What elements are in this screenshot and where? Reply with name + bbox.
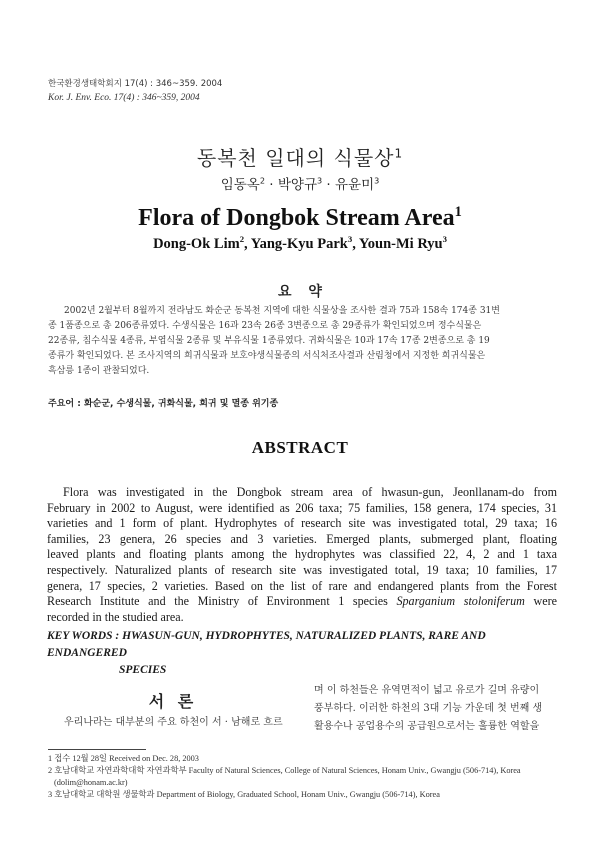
summary-line: 종류가 확인되었다. 본 조사지역의 희귀식물과 보호야생식물종의 서식처조사결과 산림청에서 지정한 희귀식물은 [48,351,486,361]
korean-author-name: 박양규 [277,177,317,193]
affiliation-marker: 2 [259,175,265,186]
summary-line: 2002년 2월부터 8월까지 전라남도 화순군 동복천 지역에 대한 식물상을 조사한 결과 75과 158속 174종 31변 [64,306,500,316]
abstract-line [47,501,557,517]
korean-author-name: 임동옥 [220,177,260,193]
title-en-footnote-marker: 1 [454,204,462,220]
footnote-divider [48,749,146,750]
footnote-item: 3 호남대학교 대학원 생물학과 Department of Biology, Graduated School, Honam Univ., Gwangju (506-714), Korea [48,790,440,799]
abstract-text: leaved plants and floating plants among the hydrophytes was classified 22, 4, 2 and 1 taxa [47,547,557,562]
summary-line: 종 1품종으로 총 206종류였다. 수생식물은 16과 23속 26종 3변종으로 총 29종류가 확인되었으며 정수식물은 [48,321,482,331]
keywords-korean: 주요어 : 화순군, 수생식물, 귀화식물, 희귀 및 멸종 위기종 [48,399,279,409]
keywords-english-line: SPECIES [119,664,167,676]
abstract-text: February in 2002 to August, were identified as 206 taxa; 75 families, 158 genera, 174 species, 31 [47,500,557,515]
summary-heading: 요 약 [278,284,328,300]
summary-line: 흑삼릉 1종이 관찰되었다. [48,366,150,376]
author-list-korean [0,173,600,193]
keywords-english-line: KEY WORDS : HWASUN-GUN, HYDROPHYTES, NATURALIZED PLANTS, RARE AND ENDANGERED [47,630,486,659]
page-title-english [0,205,600,232]
affiliation-marker: 3 [442,234,447,245]
abstract-text: genera, 17 species, 2 varieties. Based on the list of rare and endangered plants from the Forest [47,578,557,593]
english-author-name: Dong-Ok Lim [153,236,240,252]
footnote-item: 1 접수 12월 28일 Received on Dec. 28, 2003 [48,754,199,763]
abstract-text: Research Institute and the Ministry of Environment 1 species [47,594,397,609]
abstract-text: varieties and 1 form of plant. Hydrophytes of research site was investigated total, 29 taxa; 16 [47,516,557,531]
title-ko-text: 동복천 일대의 식물상 [196,146,395,170]
introduction-line: 풍부하다. 이러한 하천의 3대 기능 가운데 첫 번째 생 [314,703,543,714]
author-list-english [0,236,600,253]
journal-citation-korean: 한국환경생태학회지 17(4) : 346~359. 2004 [48,79,223,89]
summary-line: 22종류, 침수식물 4종류, 부엽식물 2종류 및 부유식물 1종류였다. 귀화식물은 10과 17속 17종 2변종으로 총 19 [48,336,490,346]
abstract-text: families, 23 genera, 26 species and 3 varieties. Emerged plants, submerged plant, floating [47,531,557,546]
author-separator: , [244,236,251,252]
affiliation-marker: 2 [239,234,245,245]
english-author-name: Yang-Kyu Park [250,236,348,252]
abstract-heading: ABSTRACT [251,438,349,457]
introduction-right-column [314,682,564,736]
affiliation-marker: 3 [316,175,323,186]
title-en-text: Flora of Dongbok Stream Area [138,205,455,231]
abstract-text: recorded in the studied area. [47,609,184,624]
author-separator: · [322,177,336,193]
introduction-left-column [48,714,298,732]
abstract-line [47,579,557,595]
introduction-heading: 서 론 [148,692,198,711]
abstract-text: Flora was investigated in the Dongbok stream area of hwasun-gun, Jeonllanam-do from [63,485,557,499]
footnotes [48,753,568,801]
author-separator: , [352,236,359,252]
introduction-line: 우리나라는 대부분의 주요 하천이 서 · 남해로 흐르 [64,717,283,728]
affiliation-marker: 3 [347,234,353,245]
abstract-line [47,547,557,563]
journal-citation-english: Kor. J. Env. Eco. 17(4) : 346~359, 2004 [48,93,200,103]
abstract-line [47,516,557,532]
title-ko-footnote-marker: 1 [394,146,404,161]
affiliation-marker: 3 [374,175,380,186]
page-title-korean [0,142,600,171]
abstract-line [47,594,557,610]
abstract-text: were [524,594,557,609]
abstract-body [47,485,557,625]
species-name: Sparganium stoloniferum [396,594,525,609]
introduction-line: 활용수나 공업용수의 공급원으로서는 훌륭한 역할을 [314,721,540,732]
introduction-line: 며 이 하천들은 유역면적이 넓고 유로가 길며 유량이 [314,685,540,696]
abstract-line [47,532,557,548]
abstract-line [47,610,557,626]
footnote-item: 2 호남대학교 자연과학대학 자연과학부 Faculty of Natural Sciences, College of Natural Sciences, Honam Univ., Gwangju (506-714), Korea [48,766,521,775]
keywords-english [47,628,567,679]
abstract-line [47,485,557,501]
summary-body [48,304,558,379]
abstract-text: respectively. Naturalized plants of research site was investigated total, 19 taxa; 10 families, 17 [47,562,557,577]
abstract-line [47,563,557,579]
korean-author-name: 유윤미 [335,177,375,193]
footnote-item: (dolim@honam.ac.kr) [54,778,128,787]
journal-citation [48,77,222,105]
author-separator: · [264,177,278,193]
english-author-name: Youn-Mi Ryu [358,236,443,252]
